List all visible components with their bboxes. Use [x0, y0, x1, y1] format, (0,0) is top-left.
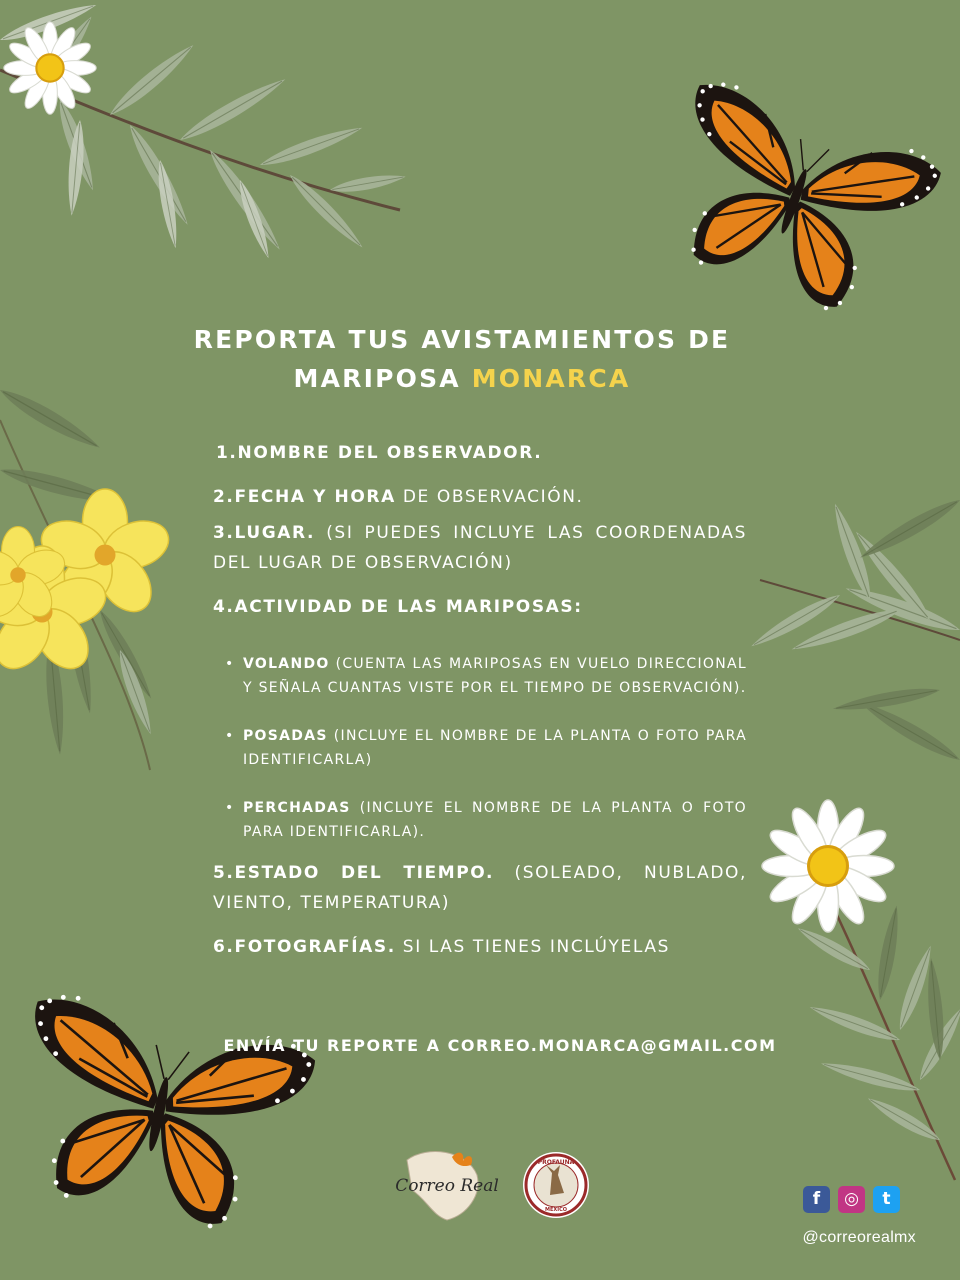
correo-real-logo: [395, 1152, 499, 1220]
bottom-right-branch: [762, 800, 960, 1180]
left-yellow-flowers: [0, 383, 175, 770]
item-place: 3.LUGAR. (SI PUEDES INCLUYE LAS COORDENADAS DEL LUGAR DE OBSERVACIÓN): [213, 523, 747, 573]
svg-text:PROFAUNA: PROFAUNA: [537, 1159, 575, 1166]
facebook-icon[interactable]: f: [803, 1186, 830, 1213]
list-item: • POSADAS (INCLUYE EL NOMBRE DE LA PLANTA O FOTO PARA IDENTIFICARLA): [225, 728, 747, 768]
monarch-butterfly-bottom-left: [0, 988, 318, 1243]
item-weather: 5.ESTADO DEL TIEMPO. (SOLEADO, NUBLADO, VIENTO, TEMPERATURA): [213, 863, 747, 913]
activity-list: [213, 652, 747, 844]
svg-text:MÉXICO: MÉXICO: [544, 1207, 568, 1213]
svg-text:Correo Real: Correo Real: [395, 1176, 499, 1196]
title-prefix: MARIPOSA: [293, 364, 472, 393]
title-line-2: [150, 359, 774, 398]
social-handle: @correorealmx: [802, 1229, 916, 1246]
twitter-icon[interactable]: t: [873, 1186, 900, 1213]
item-date-time: 2.FECHA Y HORA DE OBSERVACIÓN.: [213, 487, 584, 507]
monarch-butterfly-top-right: [642, 73, 946, 331]
item-photos: 6.FOTOGRAFÍAS. SI LAS TIENES INCLÚYELAS: [213, 937, 670, 957]
instructions: [213, 438, 747, 962]
title-line-1: REPORTA TUS AVISTAMIENTOS DE: [193, 325, 731, 354]
item-activity: 4.ACTIVIDAD DE LAS MARIPOSAS:: [213, 597, 583, 617]
item-observer-name: 1.NOMBRE DEL OBSERVADOR.: [216, 443, 543, 463]
social-icons: [803, 1186, 900, 1213]
top-left-branch: [0, 0, 407, 260]
list-item: • VOLANDO (CUENTA LAS MARIPOSAS EN VUELO DIRECCIONAL Y SEÑALA CUANTAS VISTE POR EL TIEMPO DE OBSERVACIÓN).: [225, 656, 747, 696]
profauna-logo: [523, 1152, 589, 1218]
title-accent: MONARCA: [471, 364, 631, 393]
page-title: [150, 320, 774, 398]
list-item: • PERCHADAS (INCLUYE EL NOMBRE DE LA PLANTA O FOTO PARA IDENTIFICARLA).: [225, 800, 747, 840]
right-branch: [748, 494, 960, 767]
email-line: ENVÍA TU REPORTE A CORREO.MONARCA@GMAIL.COM: [223, 1036, 777, 1055]
instagram-icon[interactable]: ◎: [838, 1186, 865, 1213]
